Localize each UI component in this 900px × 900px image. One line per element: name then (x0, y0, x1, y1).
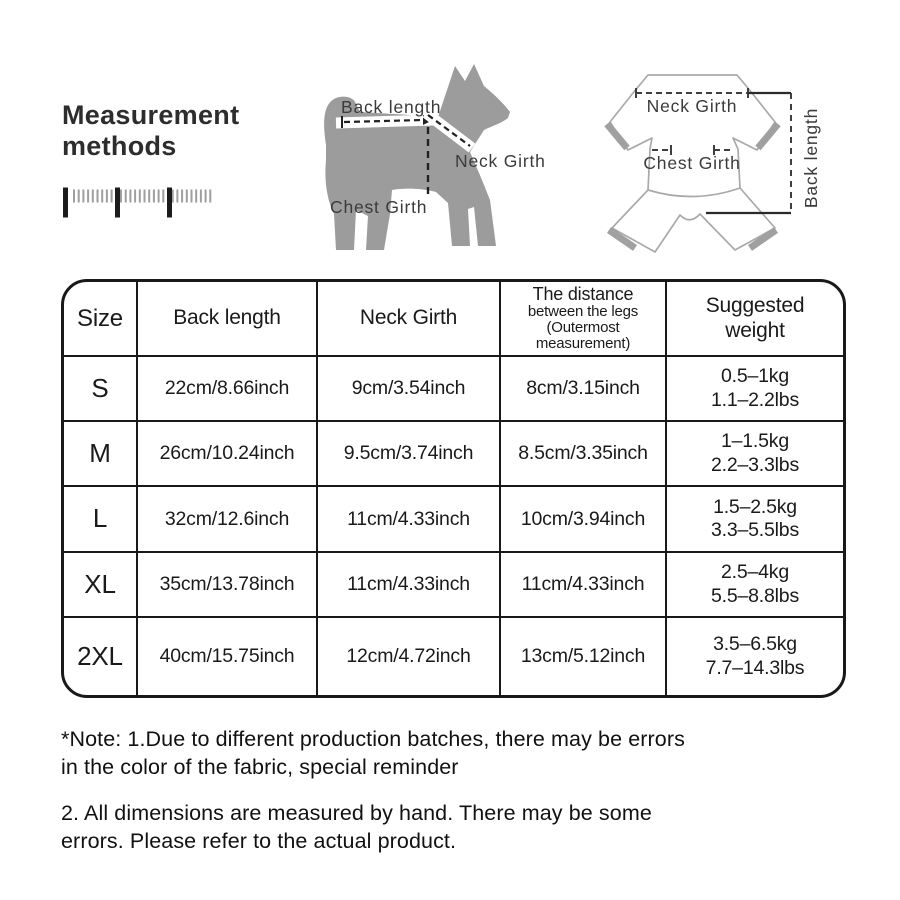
note-1-line1: *Note: 1.Due to different production batches, there may be errors (61, 727, 685, 751)
size-cell: 2XL (64, 618, 138, 695)
back-length-cell: 32cm/12.6inch (138, 487, 318, 553)
note-2-line1: 2. All dimensions are measured by hand. There may be some (61, 800, 652, 825)
note-1-line2: in the color of the fabric, special reminder (61, 754, 459, 779)
back-length-cell: 35cm/13.78inch (138, 553, 318, 618)
leg-distance-cell: 8.5cm/3.35inch (501, 422, 667, 487)
weight-header-line2: weight (725, 318, 785, 342)
leg-distance-cell: 8cm/3.15inch (501, 357, 667, 422)
size-cell: M (64, 422, 138, 487)
size-table (61, 279, 846, 698)
leg-distance-cell: 10cm/3.94inch (501, 487, 667, 553)
page-title-line1: Measurement (62, 100, 240, 130)
size-cell: S (64, 357, 138, 422)
weight-lbs: 5.5–8.8lbs (711, 584, 799, 607)
dog-neck-girth-label: Neck Girth (455, 151, 546, 171)
column-header-weight (667, 282, 843, 357)
weight-lbs: 7.7–14.3lbs (705, 656, 805, 679)
weight-kg: 0.5–1kg (721, 365, 789, 388)
distance-header-line2: between the legs (527, 302, 639, 320)
neck-girth-cell: 9.5cm/3.74inch (318, 422, 501, 487)
back-length-cell: 40cm/15.75inch (138, 618, 318, 695)
column-header-leg-distance (501, 282, 667, 357)
weight-lbs: 3.3–5.5lbs (711, 519, 799, 541)
garment-neck-girth-label: Neck Girth (646, 96, 738, 116)
leg-distance-cell: 13cm/5.12inch (501, 618, 667, 695)
weight-lbs: 1.1–2.2lbs (711, 388, 799, 411)
garment-measurement-diagram (595, 58, 835, 258)
back-length-cell: 26cm/10.24inch (138, 422, 318, 487)
weight-cell (667, 357, 843, 422)
note-2 (61, 800, 881, 856)
weight-cell (667, 487, 843, 553)
column-header-neck-girth: Neck Girth (318, 282, 501, 357)
distance-header-line4: measurement) (535, 335, 631, 353)
dog-measurement-diagram (320, 45, 546, 260)
weight-cell (667, 553, 843, 618)
dog-chest-girth-label: Chest Girth (330, 197, 428, 217)
weight-kg: 1.5–2.5kg (713, 495, 797, 518)
column-header-back-length: Back length (138, 282, 318, 357)
weight-cell (667, 422, 843, 487)
size-cell: L (64, 487, 138, 553)
note-1 (61, 726, 881, 782)
neck-girth-cell: 11cm/4.33inch (318, 553, 501, 618)
weight-kg: 1–1.5kg (721, 430, 789, 453)
column-header-size: Size (64, 282, 138, 357)
page-title-line2: methods (62, 131, 177, 162)
notes (61, 726, 881, 856)
size-cell: XL (64, 553, 138, 618)
neck-girth-cell: 12cm/4.72inch (318, 618, 501, 695)
weight-cell (667, 618, 843, 695)
neck-girth-cell: 9cm/3.54inch (318, 357, 501, 422)
leg-distance-cell: 11cm/4.33inch (501, 553, 667, 618)
back-length-cell: 22cm/8.66inch (138, 357, 318, 422)
ruler-icon (63, 187, 215, 218)
garment-chest-girth-label: Chest Girth (643, 153, 741, 173)
weight-kg: 3.5–6.5kg (713, 633, 797, 656)
page-title (62, 100, 292, 163)
distance-header-line1: The distance (532, 283, 634, 304)
weight-lbs: 2.2–3.3lbs (711, 453, 799, 476)
dog-back-length-label: Back length (341, 97, 442, 117)
garment-back-length-label: Back length (801, 107, 821, 209)
weight-kg: 2.5–4kg (721, 561, 789, 584)
weight-header-line1: Suggested (705, 294, 805, 318)
note-2-line2: errors. Please refer to the actual product. (61, 828, 457, 853)
neck-girth-cell: 11cm/4.33inch (318, 487, 501, 553)
distance-header-line3: (Outermost (546, 319, 620, 337)
